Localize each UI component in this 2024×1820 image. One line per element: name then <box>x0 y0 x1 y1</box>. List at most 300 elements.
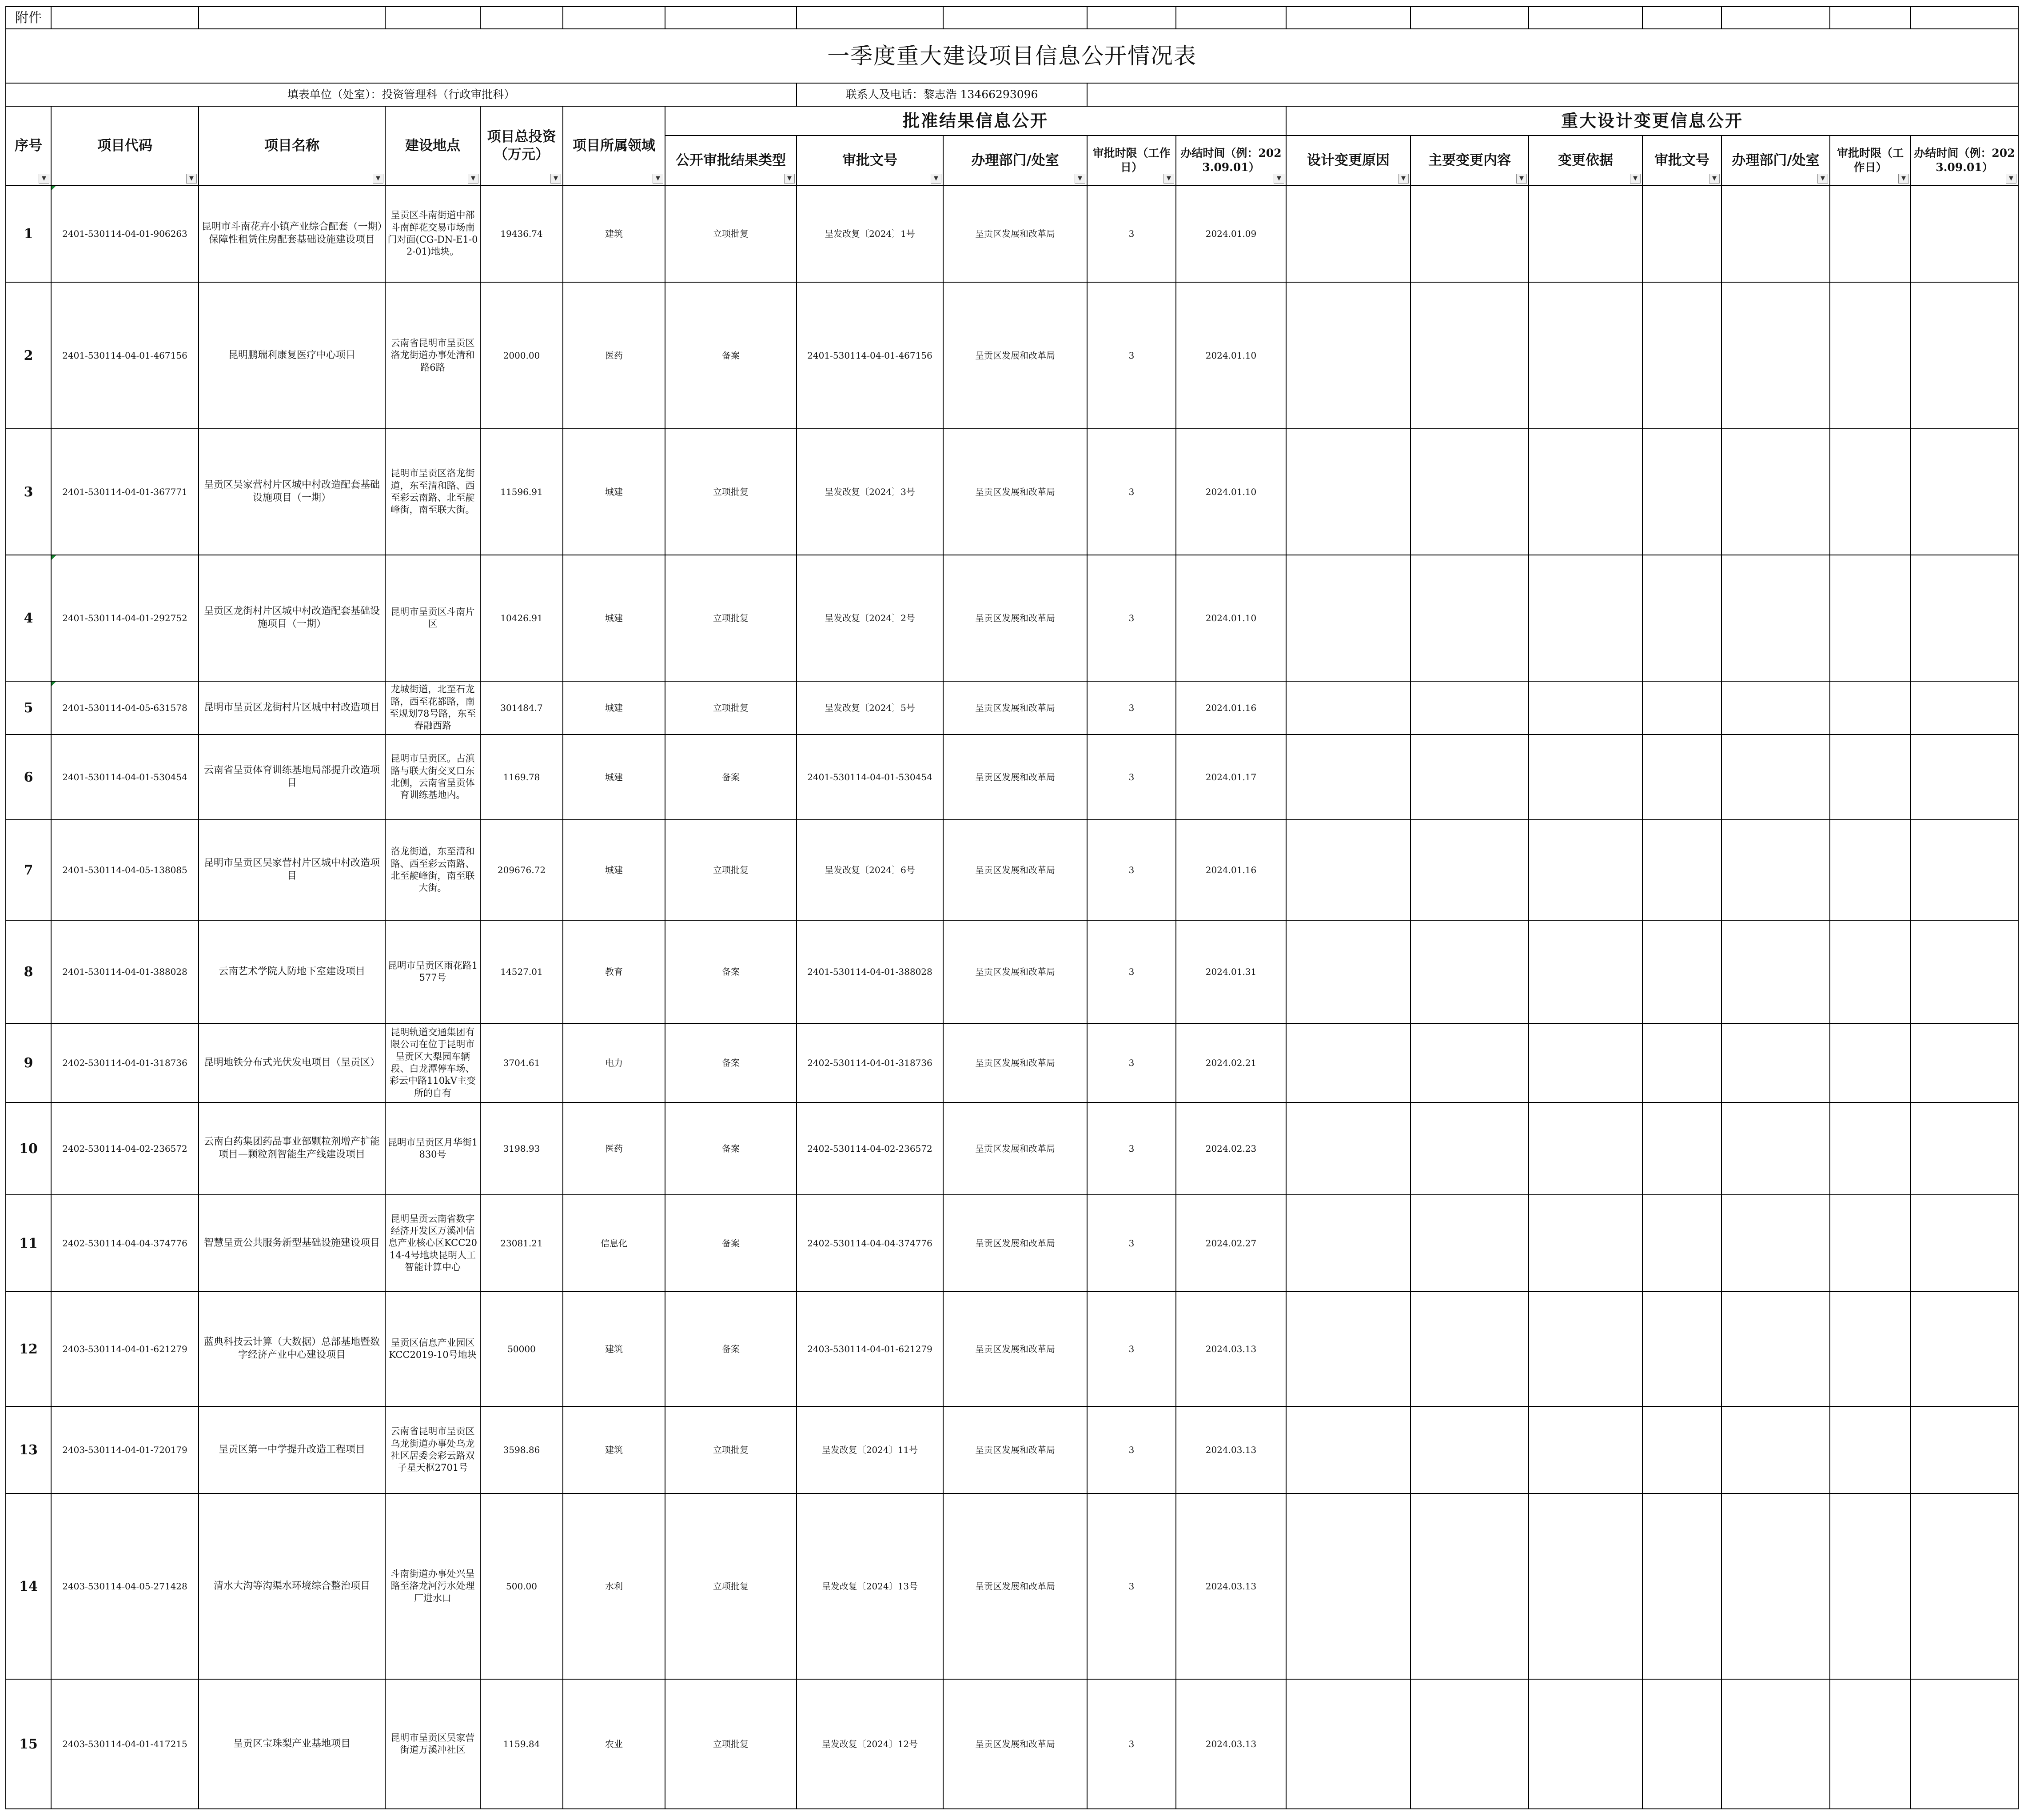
filter-dropdown-icon[interactable]: ▼ <box>186 174 197 184</box>
empty-cell[interactable] <box>1529 1292 1642 1406</box>
code-cell[interactable]: 2401-530114-04-01-388028 <box>51 920 199 1023</box>
doc-no-cell[interactable]: 呈发改复〔2024〕6号 <box>797 820 943 920</box>
done-time-cell[interactable]: 2024.01.09 <box>1176 185 1286 282</box>
seq-cell[interactable]: 2 <box>6 282 51 429</box>
empty-cell[interactable] <box>1721 1406 1830 1493</box>
filter-dropdown-icon[interactable]: ▼ <box>550 174 561 184</box>
filter-dropdown-icon[interactable]: ▼ <box>653 174 663 184</box>
approval-type-cell[interactable]: 备案 <box>665 282 797 429</box>
empty-cell[interactable] <box>1642 1023 1721 1102</box>
approval-type-cell[interactable]: 立项批复 <box>665 555 797 681</box>
code-cell[interactable]: 2403-530114-04-01-621279 <box>51 1292 199 1406</box>
empty-cell[interactable] <box>1830 1023 1911 1102</box>
header-change-doc-no[interactable]: 审批文号 ▼ <box>1642 136 1721 185</box>
done-time-cell[interactable]: 2024.01.10 <box>1176 282 1286 429</box>
empty-cell[interactable] <box>1830 1406 1911 1493</box>
approval-type-cell[interactable]: 立项批复 <box>665 1679 797 1809</box>
done-time-cell[interactable]: 2024.01.31 <box>1176 920 1286 1023</box>
empty-cell[interactable] <box>1529 282 1642 429</box>
header-code[interactable]: 项目代码 ▼ <box>51 106 199 185</box>
seq-cell[interactable]: 13 <box>6 1406 51 1493</box>
code-cell[interactable]: 2401-530114-04-01-367771 <box>51 429 199 555</box>
group-approval[interactable]: 批准结果信息公开 <box>665 106 1286 136</box>
investment-cell[interactable]: 3198.93 <box>480 1102 563 1195</box>
approval-type-cell[interactable]: 立项批复 <box>665 820 797 920</box>
field-cell[interactable]: 建筑 <box>563 185 665 282</box>
empty-cell[interactable] <box>1529 555 1642 681</box>
doc-no-cell[interactable]: 呈发改复〔2024〕13号 <box>797 1493 943 1679</box>
group-change[interactable]: 重大设计变更信息公开 <box>1286 106 2018 136</box>
department-cell[interactable]: 呈贡区发展和改革局 <box>943 1406 1087 1493</box>
filter-dropdown-icon[interactable]: ▼ <box>1398 174 1409 184</box>
header-approval-type[interactable]: 公开审批结果类型 ▼ <box>665 136 797 185</box>
empty-cell[interactable] <box>1529 820 1642 920</box>
empty-cell[interactable] <box>1529 1023 1642 1102</box>
doc-no-cell[interactable]: 呈发改复〔2024〕5号 <box>797 681 943 734</box>
field-cell[interactable]: 建筑 <box>563 1292 665 1406</box>
time-limit-cell[interactable]: 3 <box>1087 1195 1176 1292</box>
empty-cell[interactable] <box>1721 429 1830 555</box>
field-cell[interactable]: 信息化 <box>563 1195 665 1292</box>
filter-dropdown-icon[interactable]: ▼ <box>39 174 49 184</box>
code-cell[interactable]: 2402-530114-04-02-236572 <box>51 1102 199 1195</box>
department-cell[interactable]: 呈贡区发展和改革局 <box>943 282 1087 429</box>
investment-cell[interactable]: 3598.86 <box>480 1406 563 1493</box>
done-time-cell[interactable]: 2024.03.13 <box>1176 1292 1286 1406</box>
seq-cell[interactable]: 6 <box>6 734 51 820</box>
time-limit-cell[interactable]: 3 <box>1087 734 1176 820</box>
time-limit-cell[interactable]: 3 <box>1087 1023 1176 1102</box>
empty-cell[interactable] <box>1911 282 2018 429</box>
empty-cell[interactable] <box>1721 1195 1830 1292</box>
header-change-basis[interactable]: 变更依据 ▼ <box>1529 136 1642 185</box>
header-investment[interactable]: 项目总投资（万元） ▼ <box>480 106 563 185</box>
time-limit-cell[interactable]: 3 <box>1087 1406 1176 1493</box>
filter-dropdown-icon[interactable]: ▼ <box>1817 174 1828 184</box>
seq-cell[interactable]: 7 <box>6 820 51 920</box>
department-cell[interactable]: 呈贡区发展和改革局 <box>943 820 1087 920</box>
empty-cell[interactable] <box>1286 920 1410 1023</box>
empty-cell[interactable] <box>1721 282 1830 429</box>
location-cell[interactable]: 洛龙街道，东至清和路、西至彩云南路、北至靛峰街，南至联大街。 <box>385 820 480 920</box>
investment-cell[interactable]: 500.00 <box>480 1493 563 1679</box>
location-cell[interactable]: 昆明市呈贡区月华街1830号 <box>385 1102 480 1195</box>
location-cell[interactable]: 呈贡区斗南街道中部斗南鲜花交易市场南门对面(CG-DN-E1-02-01)地块。 <box>385 185 480 282</box>
code-cell[interactable]: 2403-530114-04-01-417215 <box>51 1679 199 1809</box>
department-cell[interactable]: 呈贡区发展和改革局 <box>943 429 1087 555</box>
empty-cell[interactable] <box>1529 1102 1642 1195</box>
empty-cell[interactable] <box>1721 185 1830 282</box>
location-cell[interactable]: 斗南街道办事处兴呈路至洛龙河污水处理厂进水口 <box>385 1493 480 1679</box>
name-cell[interactable]: 昆明地铁分布式光伏发电项目（呈贡区） <box>199 1023 385 1102</box>
filter-dropdown-icon[interactable]: ▼ <box>784 174 795 184</box>
approval-type-cell[interactable]: 立项批复 <box>665 1493 797 1679</box>
empty-cell[interactable] <box>1911 185 2018 282</box>
done-time-cell[interactable]: 2024.02.23 <box>1176 1102 1286 1195</box>
empty-cell[interactable] <box>1911 734 2018 820</box>
time-limit-cell[interactable]: 3 <box>1087 1102 1176 1195</box>
filter-dropdown-icon[interactable]: ▼ <box>373 174 383 184</box>
location-cell[interactable]: 昆明市呈贡区吴家营街道万溪冲社区 <box>385 1679 480 1809</box>
empty-cell[interactable] <box>1721 1023 1830 1102</box>
department-cell[interactable]: 呈贡区发展和改革局 <box>943 1023 1087 1102</box>
location-cell[interactable]: 呈贡区信息产业园区KCC2019-10号地块 <box>385 1292 480 1406</box>
empty-cell[interactable] <box>1642 185 1721 282</box>
empty-cell[interactable] <box>1529 1406 1642 1493</box>
empty-cell[interactable] <box>1721 920 1830 1023</box>
empty-cell[interactable] <box>1911 555 2018 681</box>
empty-cell[interactable] <box>1642 1406 1721 1493</box>
empty-cell[interactable] <box>1529 920 1642 1023</box>
field-cell[interactable]: 教育 <box>563 920 665 1023</box>
sheet-title[interactable]: 一季度重大建设项目信息公开情况表 <box>6 29 2018 83</box>
department-cell[interactable]: 呈贡区发展和改革局 <box>943 1102 1087 1195</box>
empty-cell[interactable] <box>1911 1102 2018 1195</box>
empty-cell[interactable] <box>1410 1406 1529 1493</box>
empty-cell[interactable] <box>1410 429 1529 555</box>
doc-no-cell[interactable]: 呈发改复〔2024〕3号 <box>797 429 943 555</box>
empty-cell[interactable] <box>1410 555 1529 681</box>
filter-dropdown-icon[interactable]: ▼ <box>1516 174 1527 184</box>
empty-cell[interactable] <box>1286 734 1410 820</box>
done-time-cell[interactable]: 2024.03.13 <box>1176 1679 1286 1809</box>
empty-cell[interactable] <box>1830 185 1911 282</box>
empty-cell[interactable] <box>1721 734 1830 820</box>
filter-dropdown-icon[interactable]: ▼ <box>1075 174 1085 184</box>
location-cell[interactable]: 昆明市呈贡区洛龙街道，东至清和路、西至彩云南路、北至靛峰街，南至联大街。 <box>385 429 480 555</box>
seq-cell[interactable]: 9 <box>6 1023 51 1102</box>
empty-cell[interactable] <box>1286 1406 1410 1493</box>
header-change-reason[interactable]: 设计变更原因 ▼ <box>1286 136 1410 185</box>
empty-cell[interactable] <box>1410 681 1529 734</box>
location-cell[interactable]: 云南省昆明市呈贡区乌龙街道办事处乌龙社区居委会彩云路双子星天枢2701号 <box>385 1406 480 1493</box>
empty-cell[interactable] <box>1286 429 1410 555</box>
attachment-label[interactable]: 附件 <box>6 7 51 29</box>
investment-cell[interactable]: 3704.61 <box>480 1023 563 1102</box>
empty-cell[interactable] <box>1911 1292 2018 1406</box>
empty-cell[interactable] <box>1911 1493 2018 1679</box>
code-cell[interactable]: 2401-530114-04-01-906263 <box>51 185 199 282</box>
header-name[interactable]: 项目名称 ▼ <box>199 106 385 185</box>
empty-cell[interactable] <box>1642 1679 1721 1809</box>
code-cell[interactable]: 2401-530114-04-01-530454 <box>51 734 199 820</box>
empty-cell[interactable] <box>1529 734 1642 820</box>
done-time-cell[interactable]: 2024.01.16 <box>1176 681 1286 734</box>
name-cell[interactable]: 昆明鹏瑞利康复医疗中心项目 <box>199 282 385 429</box>
empty-cell[interactable] <box>1286 282 1410 429</box>
investment-cell[interactable]: 1169.78 <box>480 734 563 820</box>
header-change-done-time[interactable]: 办结时间（例：2023.09.01） ▼ <box>1911 136 2018 185</box>
filter-dropdown-icon[interactable]: ▼ <box>1709 174 1720 184</box>
investment-cell[interactable]: 14527.01 <box>480 920 563 1023</box>
seq-cell[interactable]: 15 <box>6 1679 51 1809</box>
empty-cell[interactable] <box>1410 734 1529 820</box>
header-done-time[interactable]: 办结时间（例：2023.09.01） ▼ <box>1176 136 1286 185</box>
name-cell[interactable]: 昆明市斗南花卉小镇产业综合配套（一期）保障性租赁住房配套基础设施建设项目 <box>199 185 385 282</box>
seq-cell[interactable]: 11 <box>6 1195 51 1292</box>
filter-dropdown-icon[interactable]: ▼ <box>2006 174 2016 184</box>
empty-cell[interactable] <box>1642 681 1721 734</box>
empty-cell[interactable] <box>1642 1292 1721 1406</box>
empty-cell[interactable] <box>1642 282 1721 429</box>
location-cell[interactable]: 昆明市呈贡区雨花路1577号 <box>385 920 480 1023</box>
approval-type-cell[interactable]: 备案 <box>665 1195 797 1292</box>
empty-cell[interactable] <box>1410 1679 1529 1809</box>
field-cell[interactable]: 水利 <box>563 1493 665 1679</box>
empty-cell[interactable] <box>1410 920 1529 1023</box>
doc-no-cell[interactable]: 2401-530114-04-01-467156 <box>797 282 943 429</box>
empty-cell[interactable] <box>1286 1493 1410 1679</box>
location-cell[interactable]: 昆明市呈贡区。古滇路与联大街交叉口东北侧，云南省呈贡体育训练基地内。 <box>385 734 480 820</box>
department-cell[interactable]: 呈贡区发展和改革局 <box>943 1493 1087 1679</box>
doc-no-cell[interactable]: 2401-530114-04-01-388028 <box>797 920 943 1023</box>
investment-cell[interactable]: 209676.72 <box>480 820 563 920</box>
location-cell[interactable]: 昆明轨道交通集团有限公司在位于昆明市呈贡区大梨园车辆段、白龙潭停车场、彩云中路110kV主变所的自有 <box>385 1023 480 1102</box>
doc-no-cell[interactable]: 2402-530114-04-04-374776 <box>797 1195 943 1292</box>
seq-cell[interactable]: 8 <box>6 920 51 1023</box>
name-cell[interactable]: 云南艺术学院人防地下室建设项目 <box>199 920 385 1023</box>
seq-cell[interactable]: 12 <box>6 1292 51 1406</box>
empty-cell[interactable] <box>1642 429 1721 555</box>
name-cell[interactable]: 呈贡区第一中学提升改造工程项目 <box>199 1406 385 1493</box>
approval-type-cell[interactable]: 备案 <box>665 1023 797 1102</box>
time-limit-cell[interactable]: 3 <box>1087 555 1176 681</box>
done-time-cell[interactable]: 2024.01.17 <box>1176 734 1286 820</box>
empty-cell[interactable] <box>1642 734 1721 820</box>
code-cell[interactable]: 2401-530114-04-01-292752 <box>51 555 199 681</box>
department-cell[interactable]: 呈贡区发展和改革局 <box>943 1292 1087 1406</box>
field-cell[interactable]: 城建 <box>563 429 665 555</box>
field-cell[interactable]: 城建 <box>563 734 665 820</box>
name-cell[interactable]: 呈贡区龙街村片区城中村改造配套基础设施项目（一期） <box>199 555 385 681</box>
time-limit-cell[interactable]: 3 <box>1087 1292 1176 1406</box>
empty-cell[interactable] <box>1410 1023 1529 1102</box>
department-cell[interactable]: 呈贡区发展和改革局 <box>943 734 1087 820</box>
empty-cell[interactable] <box>1410 282 1529 429</box>
done-time-cell[interactable]: 2024.01.16 <box>1176 820 1286 920</box>
field-cell[interactable]: 城建 <box>563 555 665 681</box>
location-cell[interactable]: 昆明呈贡云南省数字经济开发区万溪冲信息产业核心区KCC2014-4号地块昆明人工智能计算中心 <box>385 1195 480 1292</box>
field-cell[interactable]: 城建 <box>563 820 665 920</box>
field-cell[interactable]: 电力 <box>563 1023 665 1102</box>
code-cell[interactable]: 2401-530114-04-01-467156 <box>51 282 199 429</box>
name-cell[interactable]: 蓝典科技云计算（大数据）总部基地暨数字经济产业中心建设项目 <box>199 1292 385 1406</box>
empty-cell[interactable] <box>1830 1102 1911 1195</box>
doc-no-cell[interactable]: 2403-530114-04-01-621279 <box>797 1292 943 1406</box>
done-time-cell[interactable]: 2024.01.10 <box>1176 555 1286 681</box>
field-cell[interactable]: 医药 <box>563 1102 665 1195</box>
empty-cell[interactable] <box>1911 429 2018 555</box>
empty-cell[interactable] <box>1410 185 1529 282</box>
empty-cell[interactable] <box>1286 1102 1410 1195</box>
field-cell[interactable]: 农业 <box>563 1679 665 1809</box>
empty-cell[interactable] <box>1911 1679 2018 1809</box>
time-limit-cell[interactable]: 3 <box>1087 1679 1176 1809</box>
seq-cell[interactable]: 5 <box>6 681 51 734</box>
empty-cell[interactable] <box>1911 920 2018 1023</box>
empty-cell[interactable] <box>1410 1195 1529 1292</box>
empty-cell[interactable] <box>1410 1493 1529 1679</box>
name-cell[interactable]: 呈贡区吴家营村片区城中村改造配套基础设施项目（一期） <box>199 429 385 555</box>
approval-type-cell[interactable]: 备案 <box>665 920 797 1023</box>
filter-dropdown-icon[interactable]: ▼ <box>1630 174 1641 184</box>
header-doc-no[interactable]: 审批文号 ▼ <box>797 136 943 185</box>
contact-info[interactable]: 联系人及电话：黎志浩 13466293096 <box>797 83 1087 106</box>
field-cell[interactable]: 城建 <box>563 681 665 734</box>
location-cell[interactable]: 昆明市呈贡区斗南片区 <box>385 555 480 681</box>
empty-cell[interactable] <box>1529 1679 1642 1809</box>
investment-cell[interactable]: 301484.7 <box>480 681 563 734</box>
department-cell[interactable]: 呈贡区发展和改革局 <box>943 555 1087 681</box>
empty-cell[interactable] <box>1286 1679 1410 1809</box>
empty-cell[interactable] <box>1911 820 2018 920</box>
empty-cell[interactable] <box>1830 1679 1911 1809</box>
empty-cell[interactable] <box>1642 820 1721 920</box>
field-cell[interactable]: 建筑 <box>563 1406 665 1493</box>
done-time-cell[interactable]: 2024.03.13 <box>1176 1493 1286 1679</box>
empty-cell[interactable] <box>1830 734 1911 820</box>
empty-cell[interactable] <box>1529 1195 1642 1292</box>
approval-type-cell[interactable]: 立项批复 <box>665 429 797 555</box>
approval-type-cell[interactable]: 立项批复 <box>665 1406 797 1493</box>
doc-no-cell[interactable]: 呈发改复〔2024〕12号 <box>797 1679 943 1809</box>
investment-cell[interactable]: 10426.91 <box>480 555 563 681</box>
empty-cell[interactable] <box>1721 1493 1830 1679</box>
empty-cell[interactable] <box>1830 1195 1911 1292</box>
header-change-content[interactable]: 主要变更内容 ▼ <box>1410 136 1529 185</box>
empty-cell[interactable] <box>1911 681 2018 734</box>
empty-cell[interactable] <box>1642 1493 1721 1679</box>
seq-cell[interactable]: 1 <box>6 185 51 282</box>
investment-cell[interactable]: 2000.00 <box>480 282 563 429</box>
header-department[interactable]: 办理部门/处室 ▼ <box>943 136 1087 185</box>
department-cell[interactable]: 呈贡区发展和改革局 <box>943 1679 1087 1809</box>
done-time-cell[interactable]: 2024.03.13 <box>1176 1406 1286 1493</box>
location-cell[interactable]: 龙城街道，北至石龙路，西至花都路，南至规划78号路，东至春融西路 <box>385 681 480 734</box>
department-cell[interactable]: 呈贡区发展和改革局 <box>943 1195 1087 1292</box>
investment-cell[interactable]: 50000 <box>480 1292 563 1406</box>
department-cell[interactable]: 呈贡区发展和改革局 <box>943 920 1087 1023</box>
empty-cell[interactable] <box>1830 681 1911 734</box>
time-limit-cell[interactable]: 3 <box>1087 1493 1176 1679</box>
field-cell[interactable]: 医药 <box>563 282 665 429</box>
empty-cell[interactable] <box>1410 1102 1529 1195</box>
investment-cell[interactable]: 11596.91 <box>480 429 563 555</box>
doc-no-cell[interactable]: 2402-530114-04-01-318736 <box>797 1023 943 1102</box>
empty-cell[interactable] <box>1721 820 1830 920</box>
doc-no-cell[interactable]: 2401-530114-04-01-530454 <box>797 734 943 820</box>
done-time-cell[interactable]: 2024.02.27 <box>1176 1195 1286 1292</box>
empty-cell[interactable] <box>1721 1102 1830 1195</box>
time-limit-cell[interactable]: 3 <box>1087 681 1176 734</box>
approval-type-cell[interactable]: 备案 <box>665 1292 797 1406</box>
empty-cell[interactable] <box>1529 1493 1642 1679</box>
time-limit-cell[interactable]: 3 <box>1087 282 1176 429</box>
name-cell[interactable]: 昆明市呈贡区吴家营村片区城中村改造项目 <box>199 820 385 920</box>
approval-type-cell[interactable]: 立项批复 <box>665 681 797 734</box>
approval-type-cell[interactable]: 立项批复 <box>665 185 797 282</box>
empty-cell[interactable] <box>1642 1195 1721 1292</box>
empty-cell[interactable] <box>1529 185 1642 282</box>
time-limit-cell[interactable]: 3 <box>1087 429 1176 555</box>
code-cell[interactable]: 2401-530114-04-05-631578 <box>51 681 199 734</box>
header-location[interactable]: 建设地点 ▼ <box>385 106 480 185</box>
empty-cell[interactable] <box>1830 820 1911 920</box>
empty-cell[interactable] <box>1286 1292 1410 1406</box>
empty-cell[interactable] <box>1830 555 1911 681</box>
empty-cell[interactable] <box>1529 681 1642 734</box>
name-cell[interactable]: 昆明市呈贡区龙街村片区城中村改造项目 <box>199 681 385 734</box>
empty-cell[interactable] <box>1642 920 1721 1023</box>
empty-cell[interactable] <box>1721 1679 1830 1809</box>
header-time-limit[interactable]: 审批时限（工作日） ▼ <box>1087 136 1176 185</box>
info-blank[interactable] <box>1087 83 2018 106</box>
filter-dropdown-icon[interactable]: ▼ <box>468 174 478 184</box>
filter-dropdown-icon[interactable]: ▼ <box>1163 174 1174 184</box>
investment-cell[interactable]: 23081.21 <box>480 1195 563 1292</box>
code-cell[interactable]: 2402-530114-04-04-374776 <box>51 1195 199 1292</box>
doc-no-cell[interactable]: 2402-530114-04-02-236572 <box>797 1102 943 1195</box>
code-cell[interactable]: 2401-530114-04-05-138085 <box>51 820 199 920</box>
empty-cell[interactable] <box>1911 1195 2018 1292</box>
doc-no-cell[interactable]: 呈发改复〔2024〕11号 <box>797 1406 943 1493</box>
header-change-time-limit[interactable]: 审批时限（工作日） ▼ <box>1830 136 1911 185</box>
investment-cell[interactable]: 1159.84 <box>480 1679 563 1809</box>
empty-cell[interactable] <box>1830 1292 1911 1406</box>
code-cell[interactable]: 2402-530114-04-01-318736 <box>51 1023 199 1102</box>
empty-cell[interactable] <box>1286 1023 1410 1102</box>
doc-no-cell[interactable]: 呈发改复〔2024〕1号 <box>797 185 943 282</box>
investment-cell[interactable]: 19436.74 <box>480 185 563 282</box>
empty-cell[interactable] <box>1830 1493 1911 1679</box>
done-time-cell[interactable]: 2024.01.10 <box>1176 429 1286 555</box>
code-cell[interactable]: 2403-530114-04-05-271428 <box>51 1493 199 1679</box>
filter-dropdown-icon[interactable]: ▼ <box>1898 174 1909 184</box>
empty-cell[interactable] <box>1642 555 1721 681</box>
name-cell[interactable]: 清水大沟等沟渠水环境综合整治项目 <box>199 1493 385 1679</box>
empty-cell[interactable] <box>1529 429 1642 555</box>
header-change-department[interactable]: 办理部门/处室 ▼ <box>1721 136 1830 185</box>
empty-cell[interactable] <box>1286 820 1410 920</box>
empty-cell[interactable] <box>1830 282 1911 429</box>
seq-cell[interactable]: 3 <box>6 429 51 555</box>
empty-cell[interactable] <box>1721 555 1830 681</box>
empty-cell[interactable] <box>1721 681 1830 734</box>
location-cell[interactable]: 云南省昆明市呈贡区洛龙街道办事处清和路6路 <box>385 282 480 429</box>
approval-type-cell[interactable]: 备案 <box>665 734 797 820</box>
empty-cell[interactable] <box>1911 1406 2018 1493</box>
seq-cell[interactable]: 4 <box>6 555 51 681</box>
name-cell[interactable]: 云南白药集团药品事业部颗粒剂增产扩能项目—颗粒剂智能生产线建设项目 <box>199 1102 385 1195</box>
time-limit-cell[interactable]: 3 <box>1087 185 1176 282</box>
filter-dropdown-icon[interactable]: ▼ <box>931 174 941 184</box>
empty-cell[interactable] <box>1286 185 1410 282</box>
header-seq[interactable]: 序号 ▼ <box>6 106 51 185</box>
done-time-cell[interactable]: 2024.02.21 <box>1176 1023 1286 1102</box>
empty-cell[interactable] <box>1410 820 1529 920</box>
code-cell[interactable]: 2403-530114-04-01-720179 <box>51 1406 199 1493</box>
empty-cell[interactable] <box>1911 1023 2018 1102</box>
time-limit-cell[interactable]: 3 <box>1087 920 1176 1023</box>
filter-dropdown-icon[interactable]: ▼ <box>1274 174 1284 184</box>
doc-no-cell[interactable]: 呈发改复〔2024〕2号 <box>797 555 943 681</box>
name-cell[interactable]: 呈贡区宝珠梨产业基地项目 <box>199 1679 385 1809</box>
time-limit-cell[interactable]: 3 <box>1087 820 1176 920</box>
empty-cell[interactable] <box>1721 1292 1830 1406</box>
department-cell[interactable]: 呈贡区发展和改革局 <box>943 185 1087 282</box>
seq-cell[interactable]: 10 <box>6 1102 51 1195</box>
filler-unit[interactable]: 填表单位（处室）：投资管理科（行政审批科） <box>6 83 797 106</box>
